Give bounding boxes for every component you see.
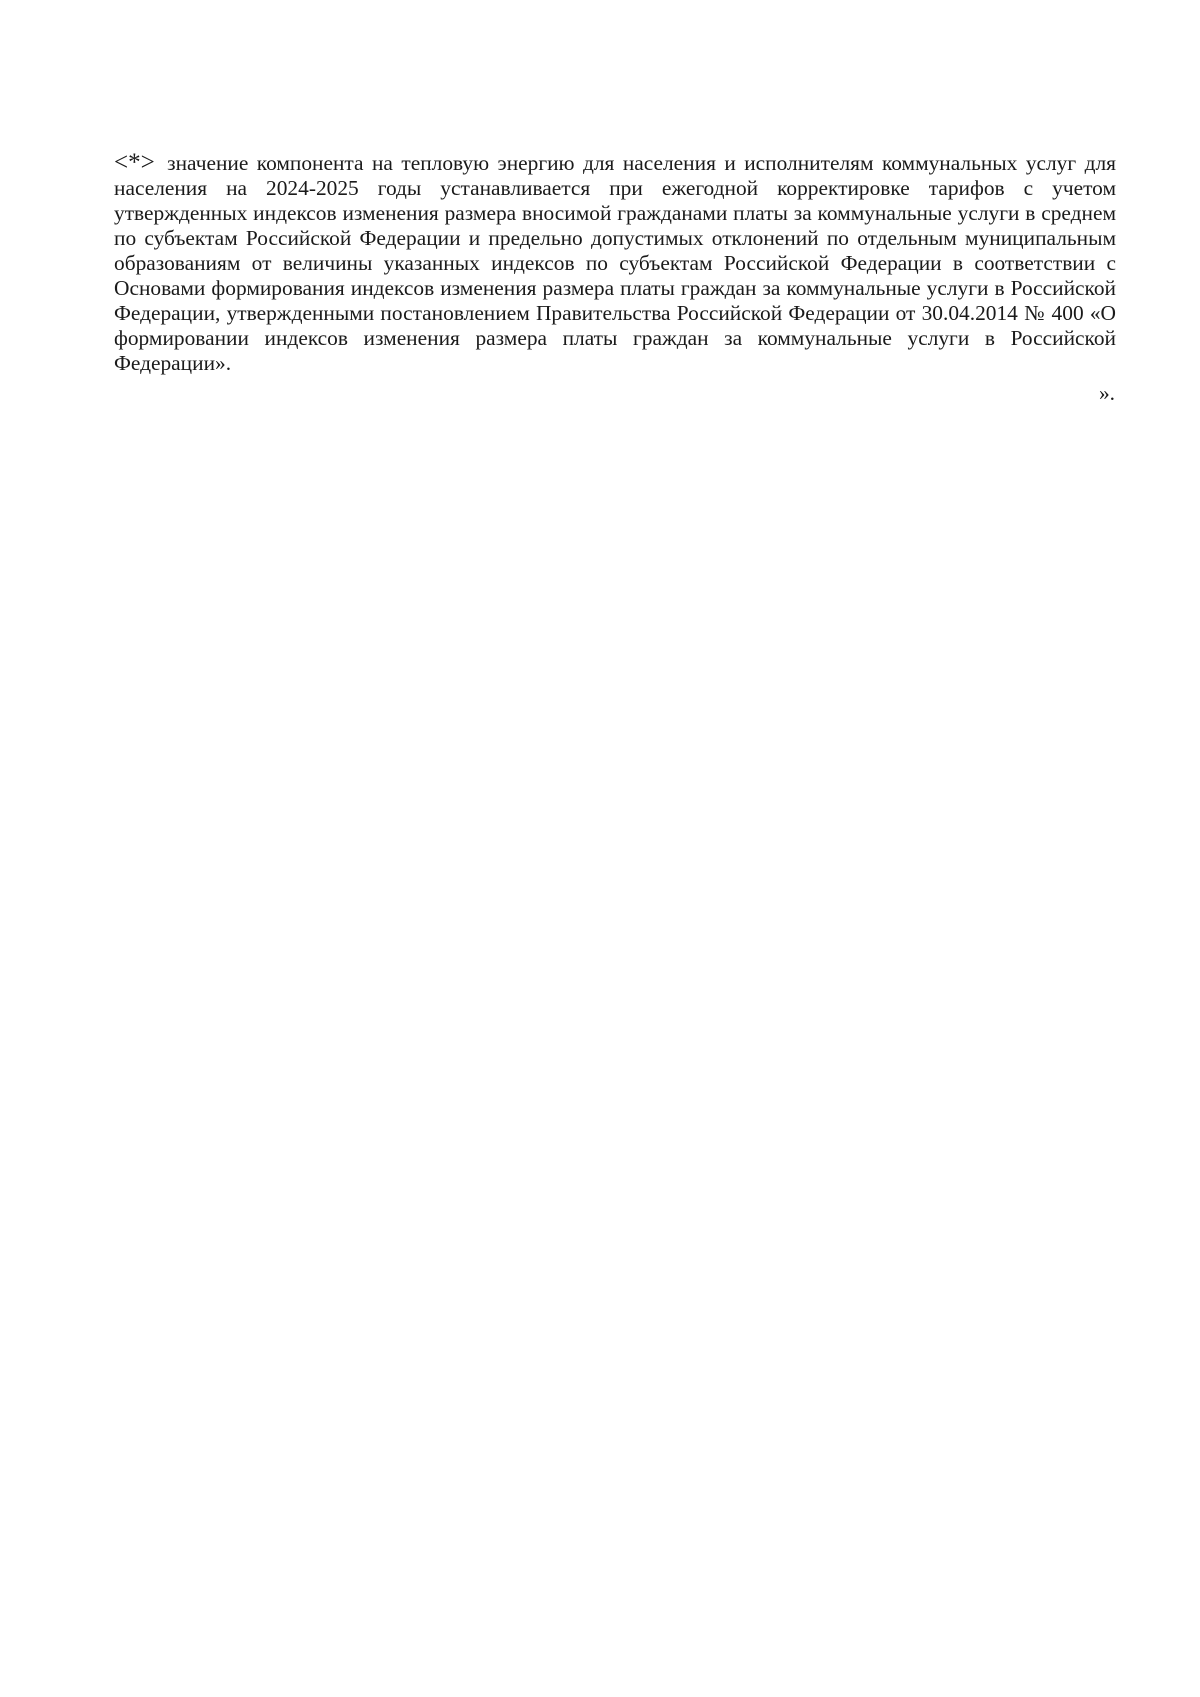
footnote-paragraph — [114, 150, 1116, 376]
footnote-text: значение компонента на тепловую энергию для населения и исполнителям коммунальных услуг для населения на 2024-2025 годы устанавливается при ежегодной корректировке тарифов с учетом утвержденных индексов изменения размера вносимой гражданами платы за коммунальные услуги в среднем по субъектам Российской Федерации и предельно допустимых отклонений по отдельным муниципальным образованиям от величины указанных индексов по субъектам Российской Федерации в соответствии с Основами формирования индексов изменения размера платы граждан за коммунальные услуги в Российской Федерации, утвержденными постановлением Правительства Российской Федерации от 30.04.2014 № 400 «О формировании индексов изменения размера платы граждан за коммунальные услуги в Российской Федерации». — [114, 151, 1116, 375]
closing-quote-mark: ». — [1098, 381, 1115, 405]
footnote-marker: <*> — [114, 149, 155, 176]
